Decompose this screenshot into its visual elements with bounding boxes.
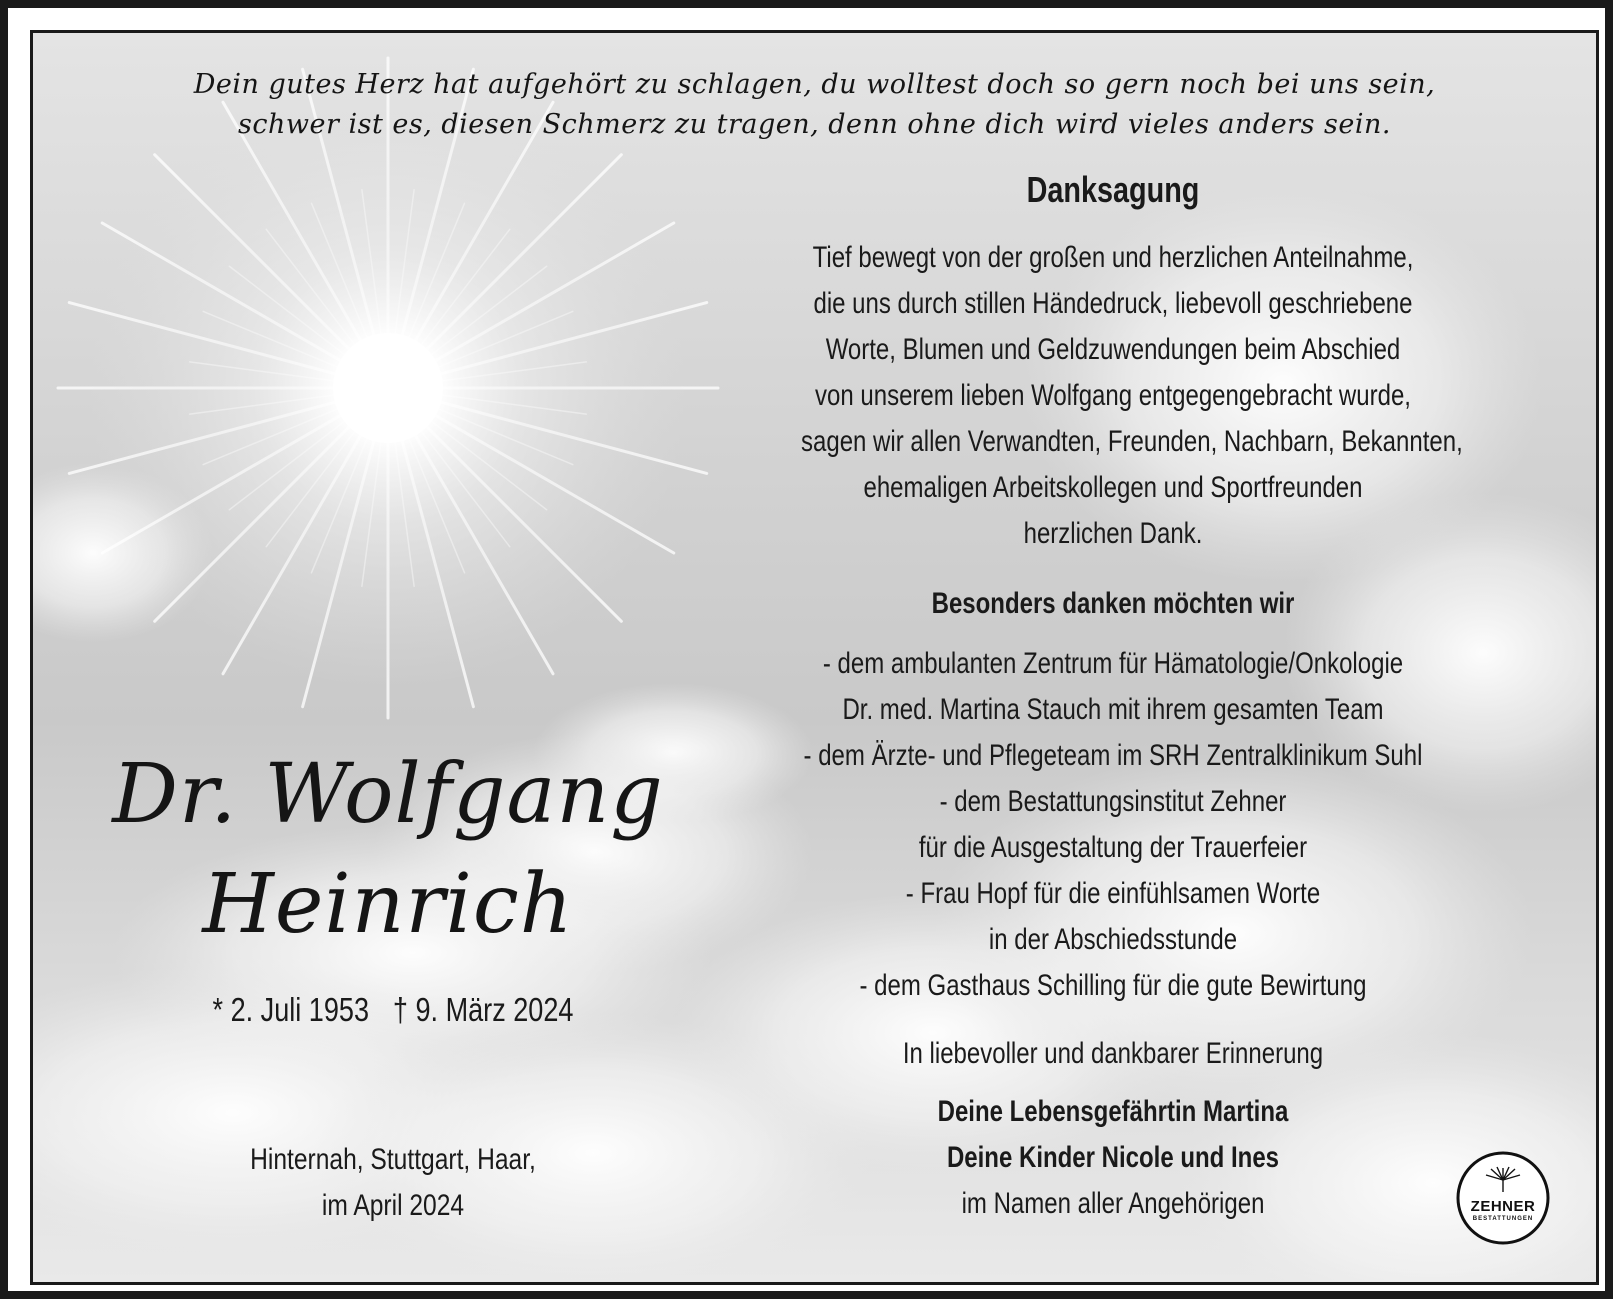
special-thanks-item: in der Abschiedsstunde — [988, 923, 1238, 956]
special-thanks-item: - dem Bestattungsinstitut Zehner — [939, 785, 1287, 818]
special-thanks-item: - dem Ärzte- und Pflegeteam im SRH Zentralklinikum Suhl — [803, 739, 1423, 772]
thanks-line: herzlichen Dank. — [1023, 517, 1203, 550]
logo-name: ZEHNER — [1470, 1198, 1536, 1215]
signature-line: im Namen aller Angehörigen — [961, 1187, 1265, 1220]
thanks-line: die uns durch stillen Händedruck, liebevoll geschriebene — [813, 287, 1413, 320]
special-thanks-item: für die Ausgestaltung der Trauerfeier — [918, 831, 1308, 864]
text-layer — [33, 33, 1596, 1282]
special-thanks-item: Dr. med. Martina Stauch mit ihrem gesamten Team — [842, 693, 1384, 726]
logo-subtitle: BESTATTUNGEN — [1472, 1216, 1534, 1222]
special-thanks-item: - Frau Hopf für die einfühlsamen Worte — [905, 877, 1321, 910]
signature-line: Deine Kinder Nicole und Ines — [946, 1141, 1280, 1174]
birth-date: * 2. Juli 1953 — [212, 991, 370, 1028]
life-dates — [147, 991, 639, 1029]
motto-line-1: Dein gutes Herz hat aufgehört zu schlagen, du wolltest doch so gern noch bei uns sein, — [193, 69, 1436, 100]
motto-line-2: schwer ist es, diesen Schmerz zu tragen, denn ohne dich wird vieles anders sein. — [238, 109, 1391, 140]
thanks-line: von unserem lieben Wolfgang entgegengebracht wurde, — [815, 379, 1411, 412]
place-line-2: im April 2024 — [321, 1189, 465, 1222]
special-thanks-heading: Besonders danken möchten wir — [931, 587, 1295, 620]
special-thanks-item: - dem ambulanten Zentrum für Hämatologie/Onkologie — [822, 647, 1404, 680]
thanks-line: sagen wir allen Verwandten, Freunden, Nachbarn, Bekannten, — [801, 425, 1463, 458]
closing-line: In liebevoller und dankbarer Erinnerung — [902, 1037, 1324, 1070]
notice-inner-frame — [30, 30, 1599, 1285]
signature-line: Deine Lebensgefährtin Martina — [937, 1095, 1289, 1128]
zehner-logo — [1455, 1150, 1551, 1246]
deceased-name-line-1: Dr. Wolfgang — [112, 747, 664, 842]
death-date: † 9. März 2024 — [392, 991, 574, 1028]
thanks-line: Tief bewegt von der großen und herzlichen Anteilnahme, — [812, 241, 1414, 274]
heading-danksagung: Danksagung — [1026, 169, 1200, 210]
deceased-name-line-2: Heinrich — [202, 857, 574, 952]
thanks-line: Worte, Blumen und Geldzuwendungen beim Abschied — [825, 333, 1401, 366]
place-line-1: Hinternah, Stuttgart, Haar, — [250, 1143, 536, 1176]
thanks-line: ehemaligen Arbeitskollegen und Sportfreunden — [863, 471, 1363, 504]
special-thanks-item: - dem Gasthaus Schilling für die gute Bewirtung — [859, 969, 1367, 1002]
